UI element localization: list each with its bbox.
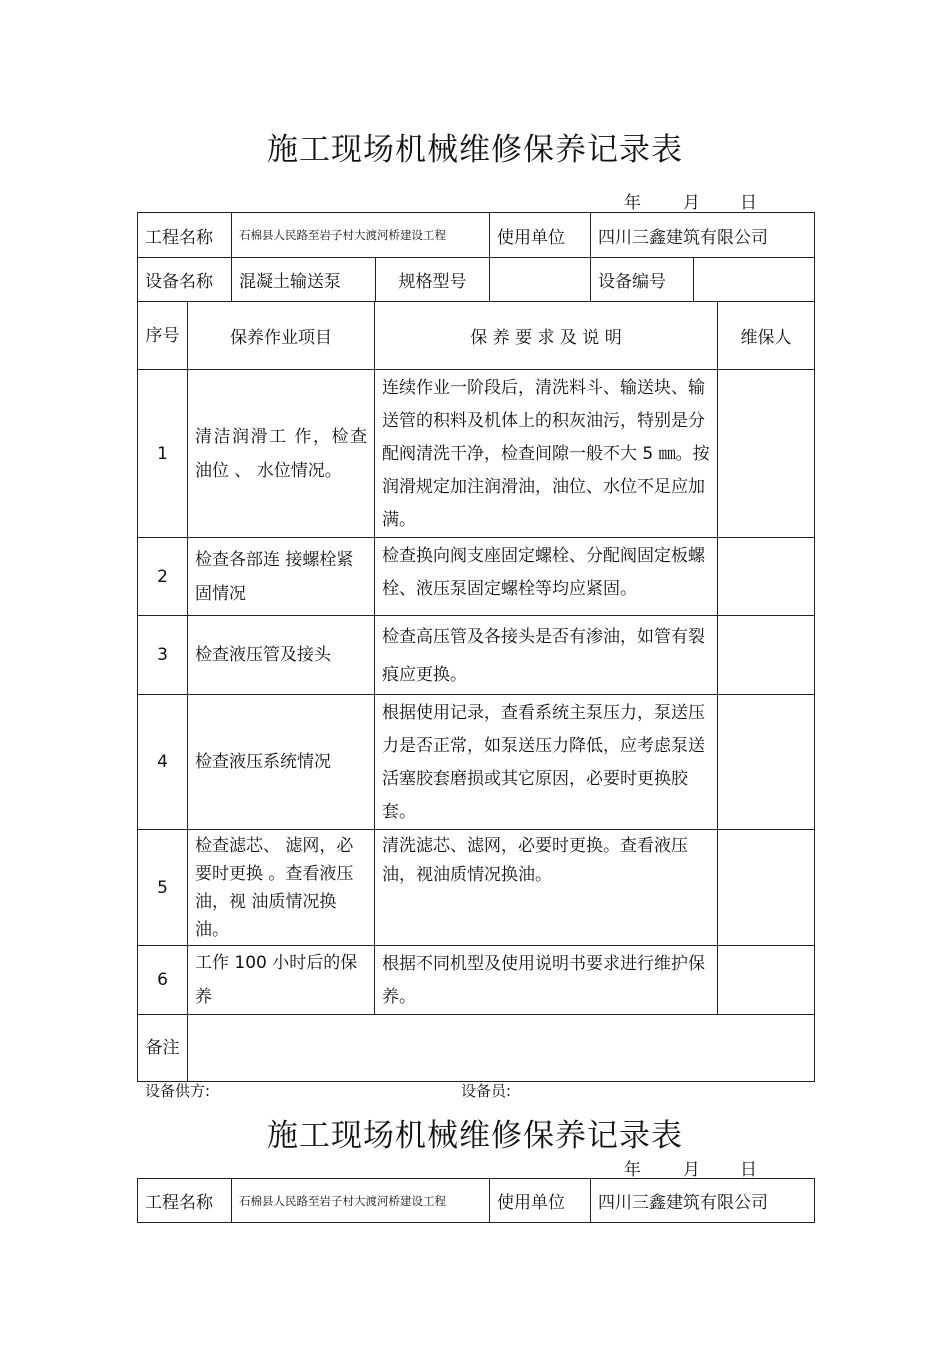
row-no: 2 bbox=[138, 538, 188, 616]
row-person bbox=[718, 830, 815, 946]
unit-label: 使用单位 bbox=[490, 1179, 591, 1223]
row-req: 根据不同机型及使用说明书要求进行维护保养。 bbox=[375, 946, 718, 1015]
row-no: 6 bbox=[138, 946, 188, 1015]
form-title-2: 施工现场机械维修保养记录表 bbox=[267, 1118, 683, 1154]
row-item: 检查各部连 接螺栓紧固情况 bbox=[188, 538, 375, 616]
row-item: 清洁润滑工 作，检查油位 、 水位情况。 bbox=[188, 370, 375, 538]
remark-value bbox=[188, 1015, 815, 1082]
maintenance-table bbox=[137, 301, 815, 1082]
project-label: 工程名称 bbox=[138, 213, 232, 258]
row-item: 检查滤芯、 滤网，必要时更换 。查看液压油，视 油质情况换油。 bbox=[188, 830, 375, 946]
row-item: 检查液压管及接头 bbox=[188, 616, 375, 695]
date-line-2 bbox=[0, 1155, 950, 1179]
header-seq: 序号 bbox=[138, 302, 188, 370]
row-person bbox=[718, 616, 815, 695]
row-item: 检查液压系统情况 bbox=[188, 695, 375, 830]
row-req: 根据使用记录，查看系统主泵压力，泵送压力是否正常，如泵送压力降低，应考虑泵送活塞胶套磨损或其它原因，必要时更换胶套。 bbox=[375, 695, 718, 830]
project-value: 石棉县人民路至岩子村大渡河桥建设工程 bbox=[232, 213, 490, 258]
row-no: 5 bbox=[138, 830, 188, 946]
row-req: 连续作业一阶段后，清洗料斗、输送块、输送管的积料及机体上的积灰油污，特别是分配阀清洗干净，检查间隙一般不大 5 ㎜。按润滑规定加注润滑油，油位、水位不足应加满。 bbox=[375, 370, 718, 538]
row-req: 检查高压管及各接头是否有渗油，如管有裂痕应更换。 bbox=[375, 616, 718, 695]
remark-label: 备注 bbox=[138, 1015, 188, 1082]
info-table-2 bbox=[137, 1178, 815, 1223]
date-day: 日 bbox=[740, 1160, 757, 1180]
row-item: 工作 100 小时后的保养 bbox=[188, 946, 375, 1015]
project-value: 石棉县人民路至岩子村大渡河桥建设工程 bbox=[232, 1179, 490, 1223]
row-req: 检查换向阀支座固定螺栓、分配阀固定板螺栓、液压泵固定螺栓等均应紧固。 bbox=[375, 538, 718, 616]
row-req: 清洗滤芯、滤网，必要时更换。查看液压油，视油质情况换油。 bbox=[375, 830, 718, 946]
date-day: 日 bbox=[740, 193, 757, 213]
date-year: 年 bbox=[624, 1160, 641, 1180]
row-person bbox=[718, 370, 815, 538]
equip-name-value: 混凝土输送泵 bbox=[232, 258, 376, 302]
equip-no-label: 设备编号 bbox=[591, 258, 694, 302]
row-person bbox=[718, 946, 815, 1015]
equip-no-value bbox=[694, 258, 815, 302]
unit-value: 四川三鑫建筑有限公司 bbox=[591, 1179, 815, 1223]
unit-value: 四川三鑫建筑有限公司 bbox=[591, 213, 815, 258]
date-line bbox=[0, 188, 950, 212]
row-no: 4 bbox=[138, 695, 188, 830]
operator-label: 设备员: bbox=[461, 1082, 512, 1100]
form-title: 施工现场机械维修保养记录表 bbox=[267, 132, 683, 168]
date-month: 月 bbox=[683, 1160, 700, 1180]
spec-label: 规格型号 bbox=[376, 258, 490, 302]
row-person bbox=[718, 538, 815, 616]
date-year: 年 bbox=[624, 193, 641, 213]
equip-name-label: 设备名称 bbox=[138, 258, 232, 302]
row-no: 1 bbox=[138, 370, 188, 538]
header-req: 保 养 要 求 及 说 明 bbox=[375, 302, 718, 370]
row-no: 3 bbox=[138, 616, 188, 695]
date-month: 月 bbox=[683, 193, 700, 213]
row-person bbox=[718, 695, 815, 830]
header-item: 保养作业项目 bbox=[188, 302, 375, 370]
spec-value bbox=[490, 258, 591, 302]
header-person: 维保人 bbox=[718, 302, 815, 370]
supplier-label: 设备供方: bbox=[145, 1082, 211, 1100]
unit-label: 使用单位 bbox=[490, 213, 591, 258]
project-label: 工程名称 bbox=[138, 1179, 232, 1223]
info-table bbox=[137, 212, 815, 302]
